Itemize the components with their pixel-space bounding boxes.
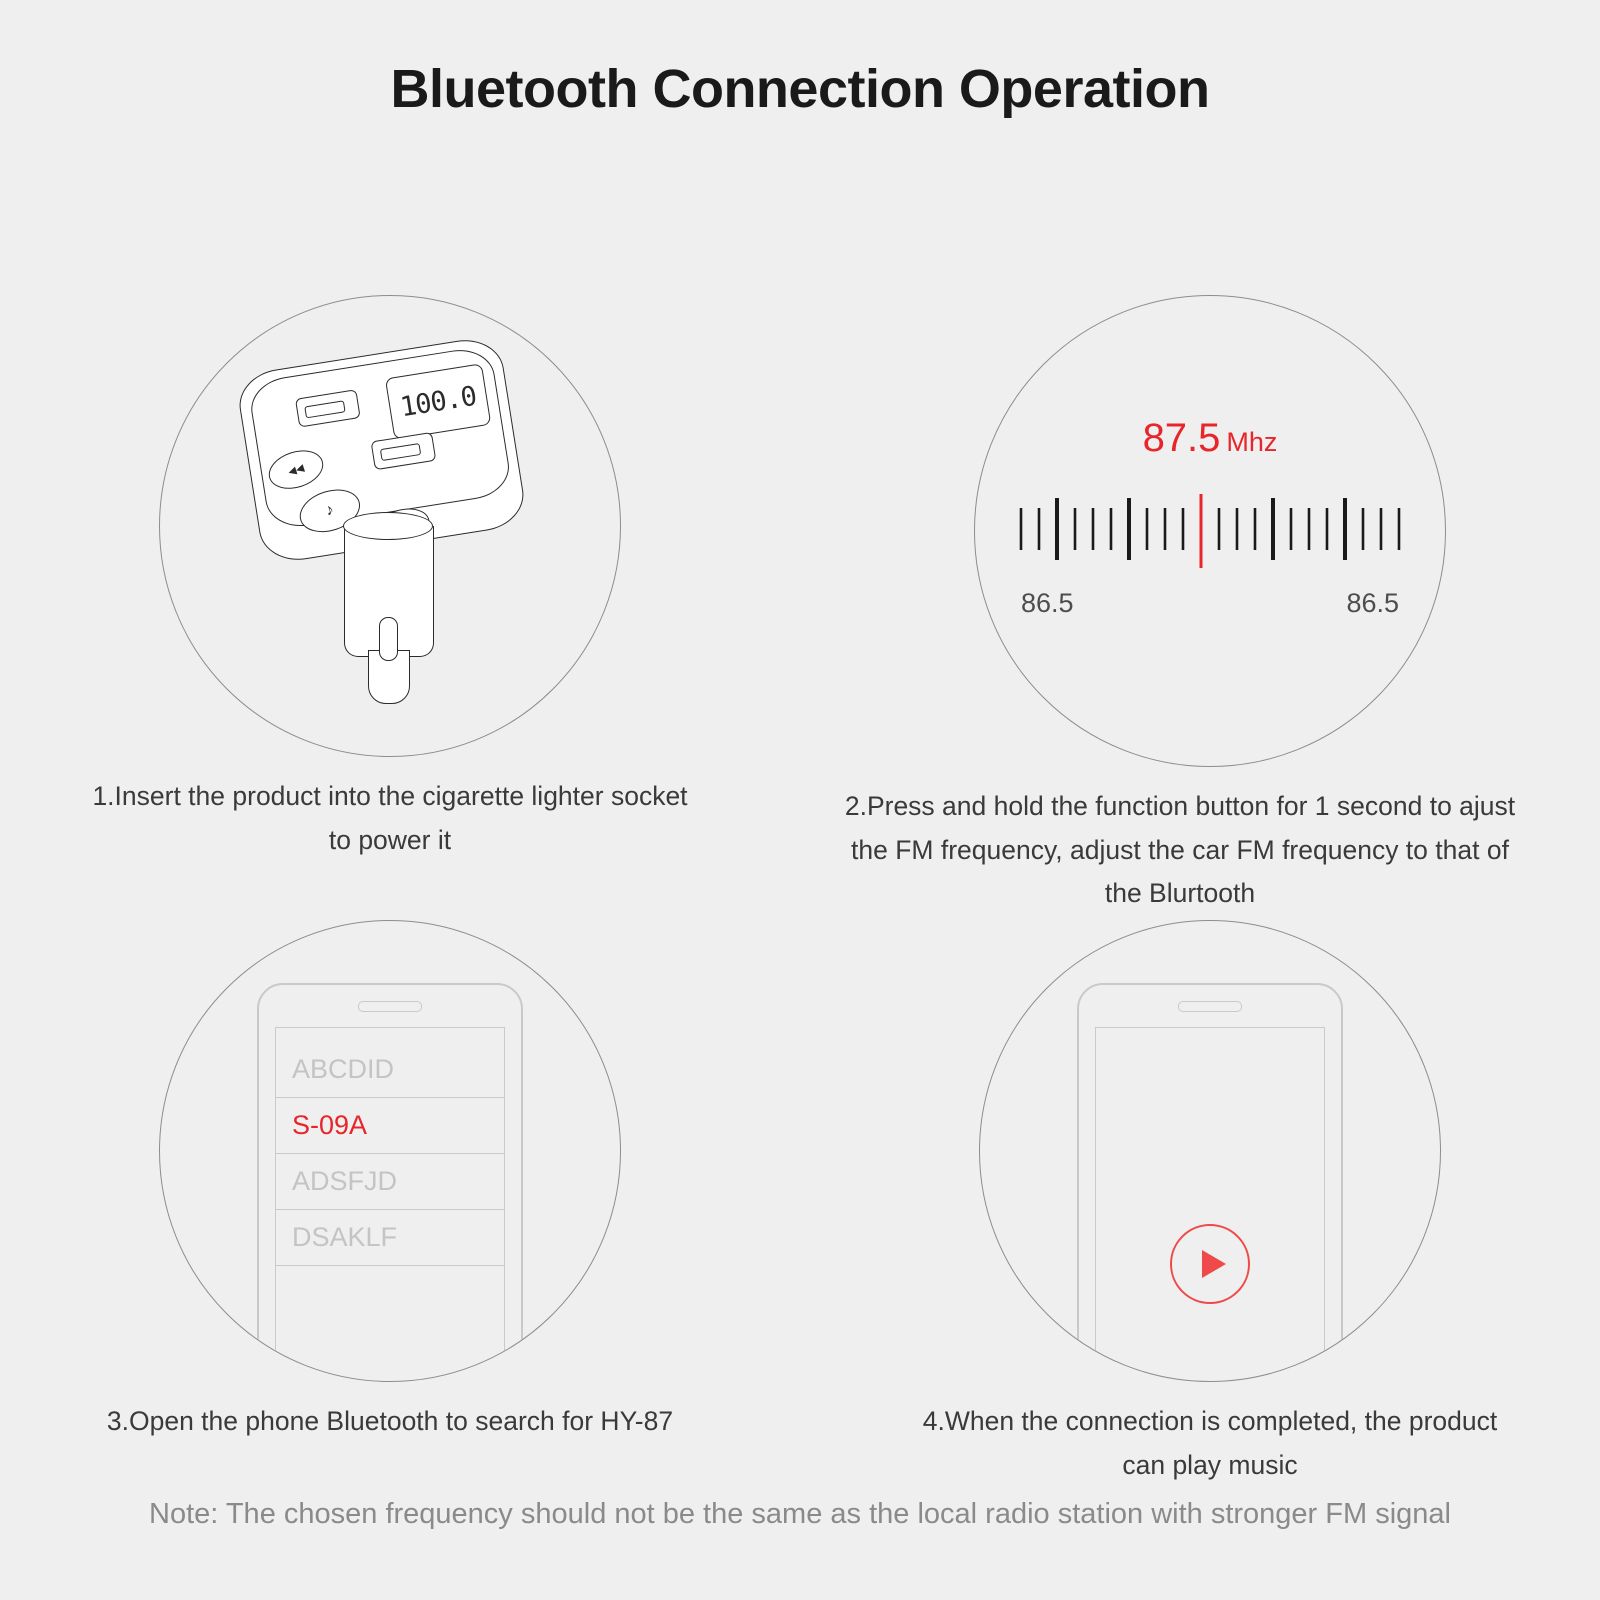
phone-mockup-player (1077, 983, 1343, 1382)
page-title: Bluetooth Connection Operation (390, 59, 1210, 119)
phone-mockup-bluetooth (257, 983, 523, 1382)
list-item-selected[interactable]: S-09A (276, 1098, 504, 1154)
step-3-illustration (159, 920, 621, 1382)
fm-scale-svg (975, 488, 1445, 574)
fm-frequency-value: 87.5 (1142, 416, 1221, 460)
fm-frequency-unit: Mhz (1226, 427, 1278, 457)
phone-speaker-icon (358, 1001, 422, 1012)
play-triangle (1202, 1250, 1226, 1278)
step-4-cell (840, 920, 1580, 1487)
phone-screen (275, 1027, 505, 1381)
list-item[interactable]: ABCDID (276, 1042, 504, 1098)
step-1-illustration (159, 295, 621, 757)
play-icon[interactable] (1170, 1224, 1250, 1304)
bluetooth-device-list (276, 1042, 504, 1266)
fm-scale-labels (1021, 588, 1399, 619)
steps-grid (0, 120, 1600, 1480)
phone-speaker-icon (1178, 1001, 1242, 1012)
phone-screen (1095, 1027, 1325, 1381)
step-4-caption: 4.When the connection is completed, the product can play music (922, 1406, 1498, 1480)
car-charger-device (240, 338, 540, 728)
charger-display (385, 363, 491, 440)
usb-port-1-icon (295, 389, 361, 427)
previous-track-button[interactable]: ◂◂ (264, 444, 328, 496)
list-item[interactable]: DSAKLF (276, 1210, 504, 1266)
fm-scale-left-label: 86.5 (1021, 588, 1074, 618)
step-4-illustration (979, 920, 1441, 1382)
step-1-caption: 1.Insert the product into the cigarette lighter socket to power it (92, 781, 688, 855)
footer-note: Note: The chosen frequency should not be the same as the local radio station with stronger FM signal (149, 1498, 1451, 1531)
charger-plug-tip (368, 650, 410, 704)
usb-port-2-icon (371, 432, 437, 470)
step-2-cell (840, 295, 1580, 916)
step-1-cell (20, 295, 760, 862)
fm-scale-ticks (975, 488, 1445, 574)
fm-scale-right-label: 86.5 (1346, 588, 1399, 618)
function-button[interactable]: ♪ (294, 482, 365, 539)
step-2-caption: 2.Press and hold the function button for 1 second to ajust the FM frequency, adjust the car FM frequency to that of the Blurtooth (844, 791, 1516, 909)
charger-display-value: 100.0 (398, 380, 479, 423)
list-item[interactable]: ADSFJD (276, 1154, 504, 1210)
step-3-cell (20, 920, 760, 1444)
step-2-illustration (974, 295, 1446, 767)
fm-frequency-readout (975, 416, 1445, 461)
step-3-caption: 3.Open the phone Bluetooth to search for HY-87 (106, 1406, 674, 1436)
fm-dial (975, 296, 1445, 766)
charger-head-panel (247, 345, 513, 532)
